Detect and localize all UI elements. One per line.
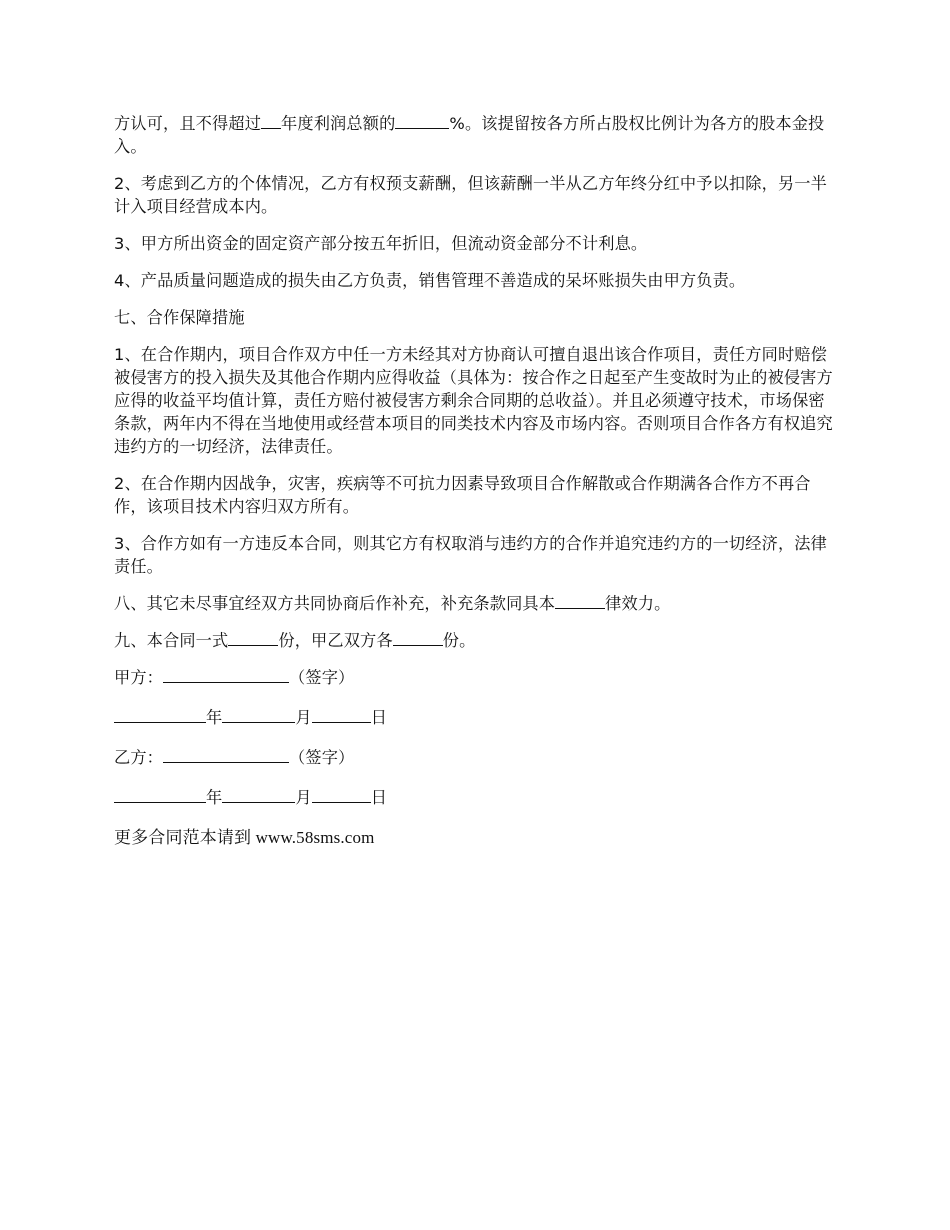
party-a-day-blank (312, 708, 371, 723)
paragraph-guarantee-2: 2、在合作期内因战争，灾害，疾病等不可抗力因素导致项目合作解散或合作期满各合作方不再合作，该项目技术内容归双方所有。 (114, 474, 811, 516)
p1-text-b: 年度利润总额的 (281, 114, 396, 133)
party-a-date-line (114, 706, 836, 729)
section8-text-b: 律效力。 (605, 594, 671, 613)
paragraph-clause-3: 3、甲方所出资金的固定资产部分按五年折旧，但流动资金部分不计利息。 (114, 234, 648, 253)
party-b-signature-line (114, 746, 836, 769)
party-b-day-label: 日 (370, 788, 388, 807)
party-a-signature-blank (163, 668, 289, 683)
party-a-month-label: 月 (295, 708, 312, 727)
section-9 (114, 629, 836, 652)
p1-text-c: %。该提留按各方所占股权比例计为各方的股本金投入。 (114, 114, 825, 156)
party-b-month-blank (222, 788, 295, 803)
blank-year (261, 114, 281, 129)
party-a-label: 甲方： (114, 668, 164, 687)
paragraph-clause-4: 4、产品质量问题造成的损失由乙方负责，销售管理不善造成的呆坏账损失由甲方负责。 (114, 271, 746, 290)
party-b-label: 乙方： (114, 748, 164, 767)
blank-percent (395, 114, 449, 129)
party-a-year-blank (114, 708, 206, 723)
blank-copies-each (393, 631, 443, 646)
blank-law (555, 594, 605, 609)
party-a-day-label: 日 (370, 708, 388, 727)
party-b-day-blank (312, 788, 371, 803)
party-a-year-label: 年 (206, 708, 223, 727)
party-b-month-label: 月 (295, 788, 312, 807)
paragraph-guarantee-3: 3、合作方如有一方违反本合同，则其它方有权取消与违约方的合作并追究违约方的一切经济，法律责任。 (114, 534, 827, 576)
party-b-year-blank (114, 788, 206, 803)
document-content (114, 112, 836, 863)
party-a-sign-note: （签字） (289, 668, 355, 687)
party-b-date-line (114, 786, 836, 809)
section9-text-b: 份，甲乙双方各 (278, 631, 393, 650)
section9-text-c: 份。 (442, 631, 476, 650)
party-b-year-label: 年 (206, 788, 223, 807)
section8-text-a: 八、其它未尽事宜经双方共同协商后作补充，补充条款同具本 (114, 594, 556, 613)
party-b-signature-blank (163, 748, 289, 763)
footer-more-contracts: 更多合同范本请到 www.58sms.com (114, 828, 375, 847)
section9-text-a: 九、本合同一式 (114, 631, 229, 650)
party-a-signature-line (114, 666, 836, 689)
p1-text-a: 方认可，且不得超过 (114, 114, 262, 133)
party-b-sign-note: （签字） (289, 748, 355, 767)
section-heading-7: 七、合作保障措施 (114, 308, 245, 327)
paragraph-guarantee-1: 1、在合作期内，项目合作双方中任一方未经其对方协商认可擅自退出该合作项目，责任方同时赔偿被侵害方的投入损失及其他合作期内应得收益（具体为：按合作之日起至产生变故时为止的被侵害方应得的收益平均值计算，责任方赔付被侵害方剩余合同期的总收益）。并且必须遵守技术，市场保密条款，两年内不得在当地使用或经营本项目的同类技术内容及市场内容。否则项目合作各方有权追究违约方的一切经济，法律责任。 (114, 345, 833, 456)
paragraph-clause-2: 2、考虑到乙方的个体情况，乙方有权预支薪酬，但该薪酬一半从乙方年终分红中予以扣除，另一半计入项目经营成本内。 (114, 174, 827, 216)
party-a-month-blank (222, 708, 295, 723)
section-8 (114, 592, 836, 615)
paragraph-profit-retention (114, 112, 836, 158)
blank-copies-total (228, 631, 278, 646)
